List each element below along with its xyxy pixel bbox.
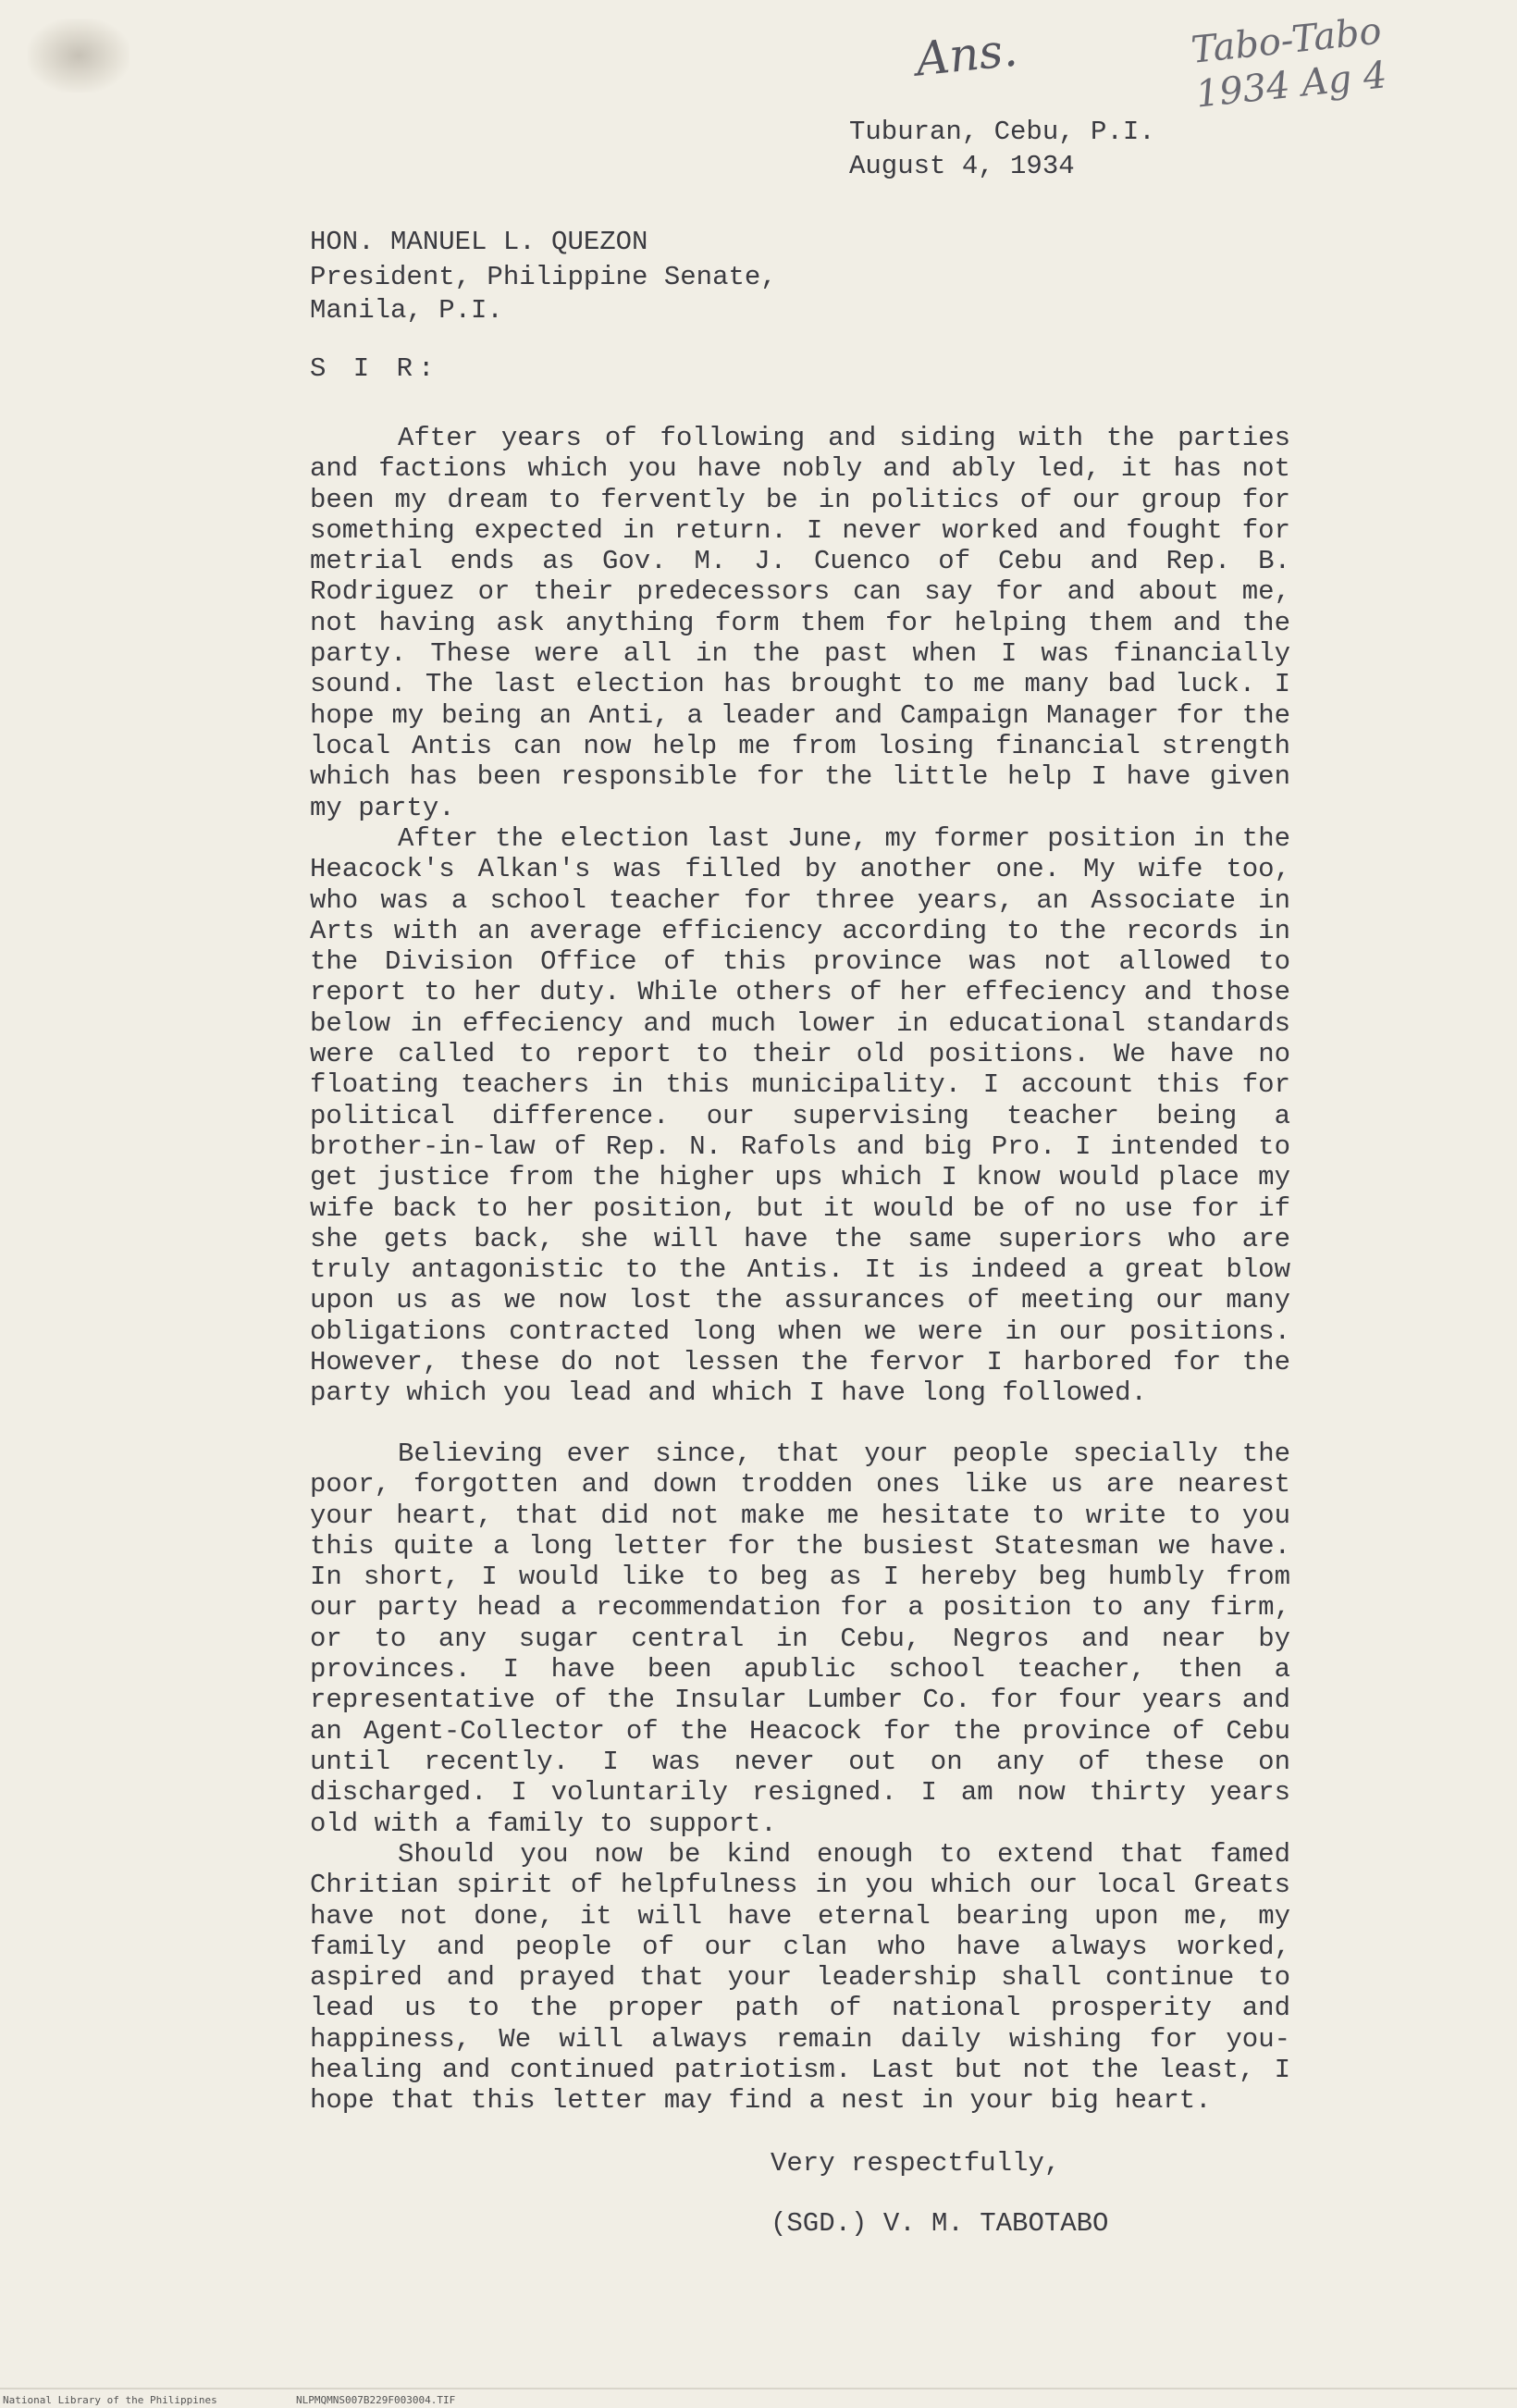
recipient-location: Manila, P.I. <box>310 295 503 326</box>
paper-stain <box>28 19 130 93</box>
body-paragraph-3: Believing ever since, that your people specially the poor, forgotten and down trodden ones like us are nearest your heart, that did not make me hesitate to write to you this quite a long letter for the busiest Statesman we have. In short, I would like to beg as I hereby beg humbly from our party head a recommendation for a position to any firm, or to any sugar central in Cebu, Negros and near by provinces. I have been apublic school teacher, then a representative of the Insular Lumber Co. for four years and an Agent-Collector of the Heacock for the province of Cebu until recently. I was never out on any of these on discharged. I voluntarily resigned. I am now thirty years old with a family to support. <box>310 1439 1290 1839</box>
footer-institution: National Library of the Philippines <box>3 2394 217 2406</box>
salutation: S I R: <box>310 353 440 384</box>
letter-place: Tuburan, Cebu, P.I. <box>849 117 1155 147</box>
handwritten-annotation: Ans. <box>913 22 1020 87</box>
footer-file-id: NLPMQMNS007B229F003004.TIF <box>296 2394 456 2406</box>
closing: Very respectfully, <box>771 2148 1061 2179</box>
recipient-title: President, Philippine Senate, <box>310 262 777 292</box>
recipient-name: HON. MANUEL L. QUEZON <box>310 227 648 257</box>
letter-date: August 4, 1934 <box>849 151 1075 181</box>
body-paragraph-2: After the election last June, my former position in the Heacock's Alkan's was filled by another one. My wife too, who was a school teacher for three years, an Associate in Arts with an average efficiency according to the records in the Division Office of this province was not allowed to report to her duty. While others of her effeciency and those below in effeciency and much lower in educational standards were called to report to their old positions. We have no floating teachers in this municipality. I account this for political difference. our supervising teacher being a brother-in-law of Rep. N. Rafols and big Pro. I intended to get justice from the higher ups which I know would place my wife back to her position, but it would be of no use for if she gets back, she will have the same superiors who are truly antagonistic to the Antis. It is indeed a great blow upon us as we now lost the assurances of meeting our many obligations contracted long when we were in our positions. However, these do not lessen the fervor I harbored for the party which you lead and which I have long followed. <box>310 823 1290 1409</box>
signature: (SGD.) V. M. TABOTABO <box>771 2208 1109 2239</box>
scan-edge-divider <box>0 2388 1517 2389</box>
body-paragraph-4: Should you now be kind enough to extend that famed Chritian spirit of helpfulness in you which our local Greats have not done, it will have eternal bearing upon me, my family and people of our clan who have always worked, aspired and prayed that your leadership shall continue to lead us to the proper path of national prosperity and happiness, We will always remain daily wishing for you-healing and continued patriotism. Last but not the least, I hope that this letter may find a nest in your big heart. <box>310 1839 1290 2117</box>
body-paragraph-1: After years of following and siding with the parties and factions which you have nobly and ably led, it has not been my dream to fervently be in politics of our group for something expected in return. I never worked and fought for metrial ends as Gov. M. J. Cuenco of Cebu and Rep. B. Rodriguez or their predecessors can say for and about me, not having ask anything form them for helping them and the party. These were all in the past when I was financially sound. The last election has brought to me many bad luck. I hope my being an Anti, a leader and Campaign Manager for the local Antis can now help me from losing financial strength which has been responsible for the little help I have given my party. <box>310 423 1290 823</box>
handwritten-file-note: Tabo-Tabo 1934 Ag 4 <box>1189 9 1389 117</box>
